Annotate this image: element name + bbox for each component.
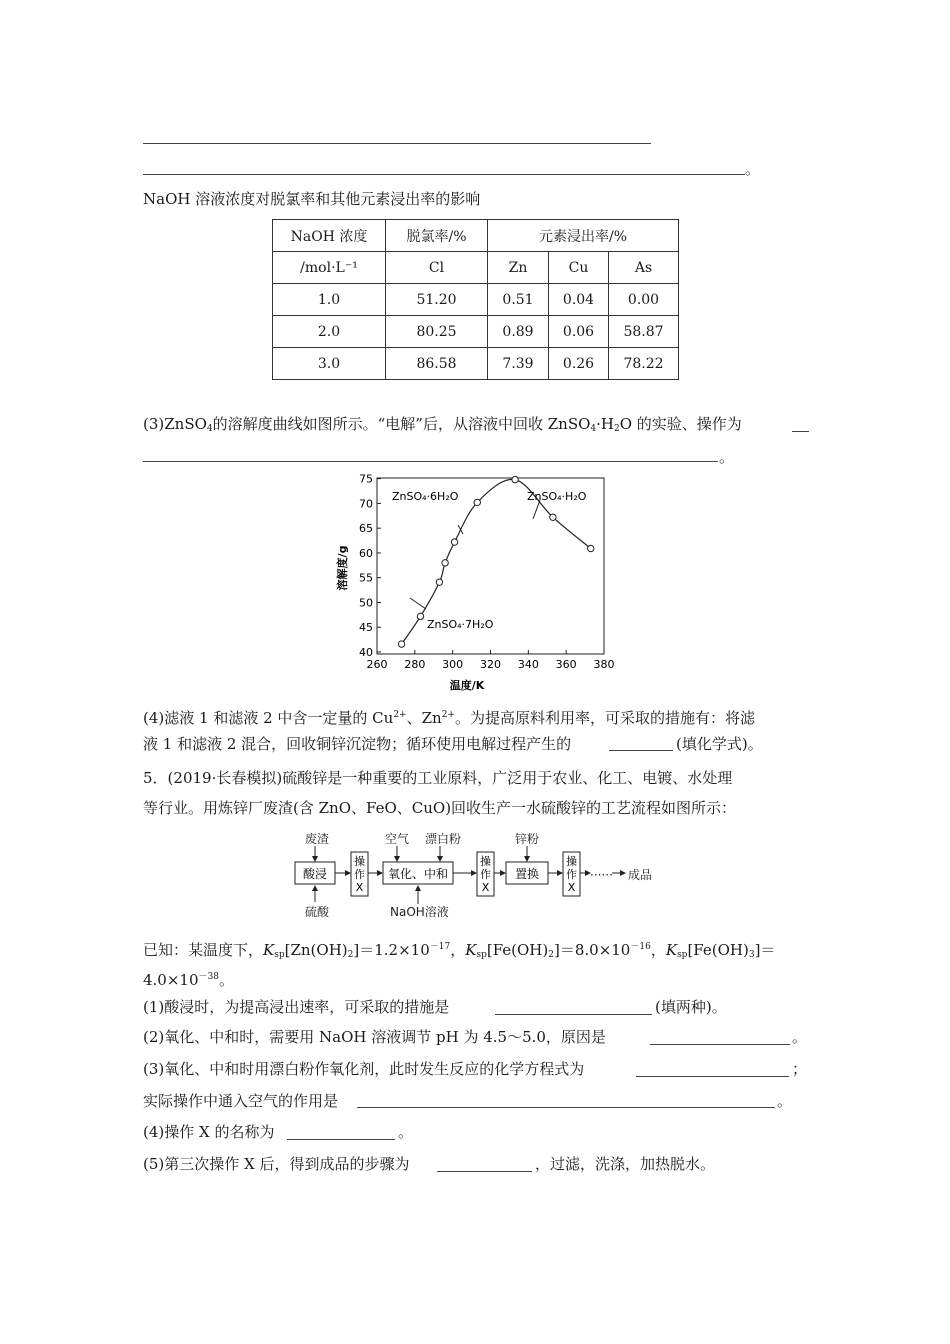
table-cell: 0.06 bbox=[549, 316, 609, 348]
operation-x-label: 操 bbox=[354, 855, 365, 868]
answer-blank[interactable] bbox=[357, 1107, 775, 1108]
sub-question-1: (1)酸浸时，为提高浸出速率，可采取的措施是 bbox=[143, 998, 450, 1016]
header-conc-unit: /mol·L⁻¹ bbox=[273, 252, 386, 284]
answer-blank[interactable] bbox=[287, 1139, 395, 1140]
answer-blank[interactable] bbox=[609, 750, 673, 751]
period: 。 bbox=[719, 448, 735, 466]
table-cell: 0.00 bbox=[609, 284, 679, 316]
sub-question-3: (3)氧化、中和时用漂白粉作氧化剂，此时发生反应的化学方程式为 bbox=[143, 1060, 585, 1078]
operation-x-label: 作 bbox=[480, 868, 491, 881]
operation-x-label: 作 bbox=[566, 868, 577, 881]
y-tick-label: 75 bbox=[359, 472, 373, 486]
x-axis-label: 温度/K bbox=[449, 679, 485, 692]
flow-dots: ······ bbox=[590, 868, 613, 882]
answer-blank[interactable] bbox=[636, 1076, 789, 1077]
table-row bbox=[273, 284, 679, 316]
box-acid-leach-label: 酸浸 bbox=[302, 867, 328, 881]
label-monohydrate: ZnSO₄·H₂O bbox=[527, 490, 587, 503]
flow-product: 成品 bbox=[628, 868, 653, 882]
header-cl: Cl bbox=[386, 252, 488, 284]
period: 。 bbox=[745, 160, 761, 178]
data-point bbox=[451, 539, 457, 545]
box-oxidation-label: 氧化、中和 bbox=[387, 867, 449, 881]
x-tick-label: 360 bbox=[555, 658, 577, 671]
label-leader bbox=[410, 598, 426, 609]
table-cell: 58.87 bbox=[609, 316, 679, 348]
table-cell: 0.51 bbox=[488, 284, 549, 316]
sub-question-4-suffix: 。 bbox=[398, 1123, 414, 1141]
table-cell: 0.04 bbox=[549, 284, 609, 316]
x-tick-label: 340 bbox=[517, 658, 539, 671]
data-table bbox=[272, 219, 679, 380]
question-4-suffix: (填化学式)。 bbox=[676, 735, 763, 753]
header-dechlor: 脱氯率/% bbox=[386, 220, 488, 252]
question-4-line1: (4)滤液 1 和滤液 2 中含一定量的 $Cu^{2+}$、$Zn^{2+}$。为提高原料利用率，可采取的措施有：将滤 bbox=[143, 709, 755, 727]
operation-x-label: 操 bbox=[566, 855, 577, 868]
operation-x-label: 操 bbox=[480, 855, 491, 868]
data-point bbox=[398, 641, 404, 647]
table-title: NaOH 溶液浓度对脱氯率和其他元素浸出率的影响 bbox=[143, 190, 481, 208]
table-cell: 0.26 bbox=[549, 348, 609, 380]
sub-question-5-suffix: ，过滤，洗涤，加热脱水。 bbox=[535, 1155, 716, 1173]
operation-x-label: X bbox=[355, 881, 364, 894]
table-cell: 78.22 bbox=[609, 348, 679, 380]
question-3: (3)ZnSO$_4$的溶解度曲线如图所示。“电解”后，从溶液中回收 $ZnSO_4\cdot H_2O$ 的实验、操作为 bbox=[143, 415, 742, 434]
label-hexahydrate: ZnSO₄·6H₂O bbox=[392, 490, 459, 503]
input-air: 空气 bbox=[385, 832, 410, 846]
y-tick-label: 50 bbox=[359, 596, 373, 610]
answer-blank[interactable] bbox=[650, 1044, 790, 1045]
header-leach: 元素浸出率/% bbox=[488, 220, 679, 252]
answer-blank[interactable] bbox=[437, 1171, 532, 1172]
sub-question-3-line2-suffix: 。 bbox=[777, 1092, 793, 1110]
y-tick-label: 45 bbox=[359, 621, 373, 635]
table-row bbox=[273, 348, 679, 380]
table-cell: 80.25 bbox=[386, 316, 488, 348]
problem-5-line2: 等行业。用炼锌厂废渣(含 ZnO、FeO、CuO)回收生产一水硫酸锌的工艺流程如图所示： bbox=[143, 799, 737, 817]
sub-question-5: (5)第三次操作 X 后，得到成品的步骤为 bbox=[143, 1155, 410, 1173]
answer-blank[interactable] bbox=[495, 1014, 652, 1015]
operation-x-label: 作 bbox=[354, 868, 365, 881]
header-cu: Cu bbox=[549, 252, 609, 284]
table-cell: 0.89 bbox=[488, 316, 549, 348]
x-tick-label: 320 bbox=[480, 658, 501, 671]
data-point bbox=[512, 476, 518, 482]
known-ksp-line2: $4.0\times 10^{-38}$。 bbox=[143, 971, 234, 989]
y-tick-label: 55 bbox=[359, 571, 373, 585]
data-point bbox=[474, 499, 480, 505]
y-tick-label: 60 bbox=[359, 546, 373, 560]
operation-x-label: X bbox=[481, 881, 490, 894]
y-tick-label: 65 bbox=[359, 522, 373, 536]
input-sulfuric-acid: 硫酸 bbox=[305, 905, 330, 919]
table-cell: 3.0 bbox=[273, 348, 386, 380]
table-cell: 7.39 bbox=[488, 348, 549, 380]
data-point bbox=[417, 613, 423, 619]
input-bleaching-powder: 漂白粉 bbox=[425, 832, 462, 846]
x-tick-label: 260 bbox=[366, 658, 388, 671]
x-tick-label: 300 bbox=[442, 658, 464, 671]
process-flowchart bbox=[290, 826, 670, 926]
input-naoh-solution: NaOH溶液 bbox=[390, 905, 449, 919]
header-conc: NaOH 浓度 bbox=[273, 220, 386, 252]
box-displacement-label: 置换 bbox=[514, 867, 540, 881]
sub-question-3-line2: 实际操作中通入空气的作用是 bbox=[143, 1092, 339, 1110]
answer-blank[interactable] bbox=[792, 431, 809, 432]
x-tick-label: 280 bbox=[404, 658, 426, 671]
known-ksp: 已知：某温度下，$K_{sp}[Zn(OH)_2]=1.2\times 10^{-17}$，$K_{sp}[Fe(OH)_2]=8.0\times 10^{-16}$，$K_{sp}[Fe(OH)_3]=$ bbox=[143, 941, 776, 960]
sub-question-3-suffix: ； bbox=[792, 1060, 808, 1078]
y-axis-label: 溶解度/g bbox=[336, 545, 349, 591]
header-zn: Zn bbox=[488, 252, 549, 284]
label-heptahydrate: ZnSO₄·7H₂O bbox=[427, 618, 494, 631]
table-cell: 2.0 bbox=[273, 316, 386, 348]
table-cell: 86.58 bbox=[386, 348, 488, 380]
data-point bbox=[436, 579, 442, 585]
header-as: As bbox=[609, 252, 679, 284]
y-tick-label: 40 bbox=[359, 646, 373, 659]
question-4-line2: 液 1 和滤液 2 混合，回收铜锌沉淀物；循环使用电解过程产生的 bbox=[143, 735, 572, 753]
answer-blank[interactable] bbox=[143, 143, 651, 144]
data-point bbox=[550, 514, 556, 520]
y-tick-label: 70 bbox=[359, 497, 373, 511]
table-cell: 51.20 bbox=[386, 284, 488, 316]
solubility-chart bbox=[330, 472, 615, 694]
sub-question-4: (4)操作 X 的名称为 bbox=[143, 1123, 275, 1141]
input-waste-residue: 废渣 bbox=[305, 832, 330, 846]
data-point bbox=[442, 560, 448, 566]
operation-x-label: X bbox=[567, 881, 576, 894]
input-zinc-powder: 锌粉 bbox=[515, 832, 540, 846]
answer-blank[interactable] bbox=[143, 174, 745, 175]
sub-question-1-suffix: (填两种)。 bbox=[655, 998, 727, 1016]
table-row bbox=[273, 316, 679, 348]
answer-blank[interactable] bbox=[143, 461, 718, 462]
x-tick-label: 380 bbox=[593, 658, 615, 671]
sub-question-2: (2)氧化、中和时，需要用 NaOH 溶液调节 pH 为 4.5～5.0，原因是 bbox=[143, 1028, 606, 1046]
data-point bbox=[588, 545, 594, 551]
problem-5-line1: 5．(2019·长春模拟)硫酸锌是一种重要的工业原料，广泛用于农业、化工、电镀、水处理 bbox=[143, 769, 733, 787]
table-cell: 1.0 bbox=[273, 284, 386, 316]
sub-question-2-suffix: 。 bbox=[792, 1028, 808, 1046]
